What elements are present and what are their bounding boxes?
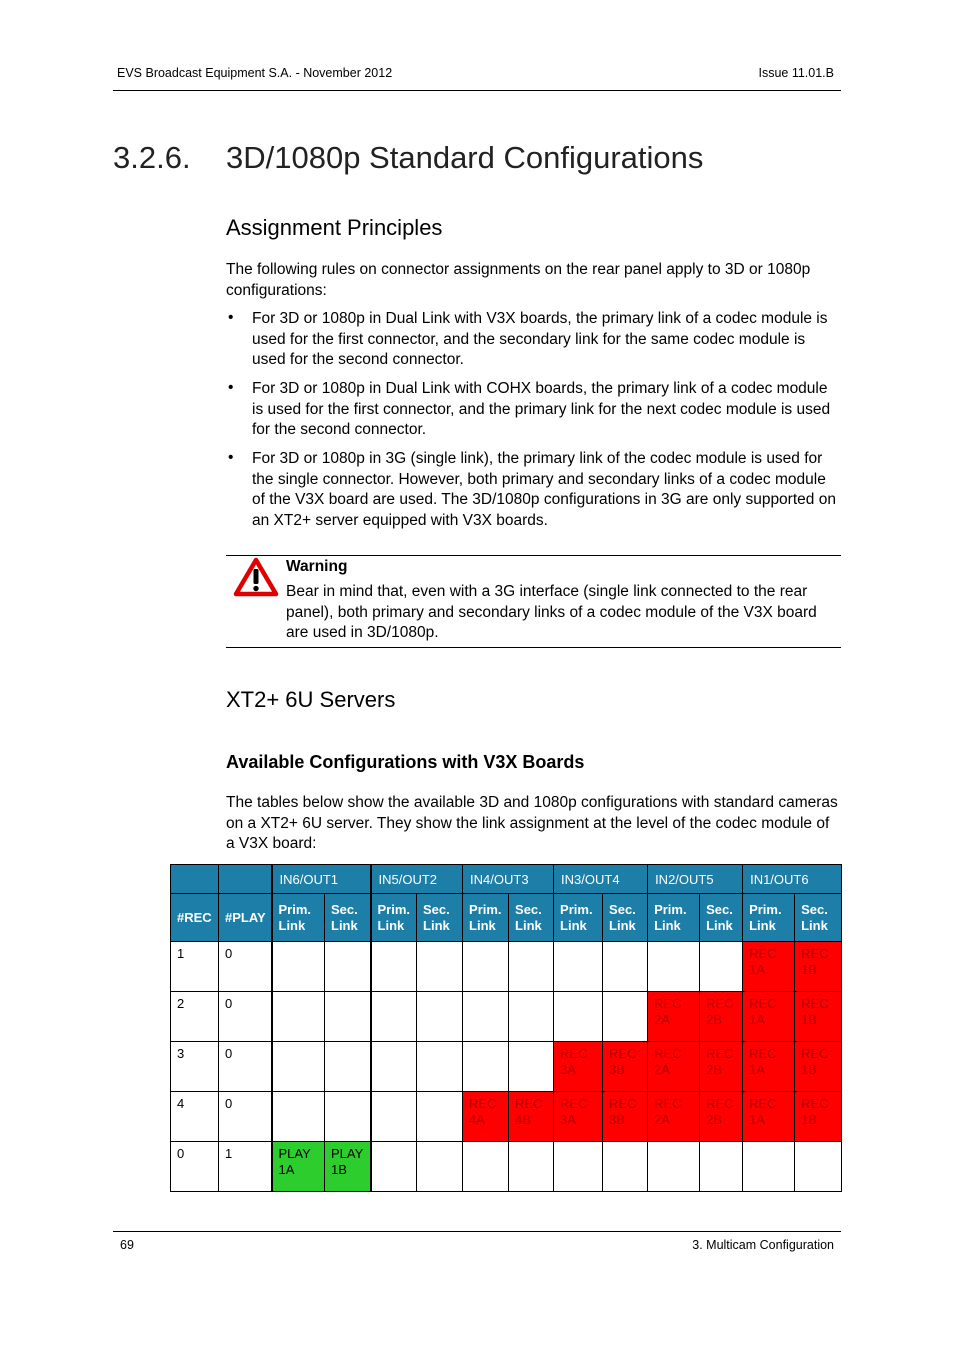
- play-count-cell: 0: [219, 992, 272, 1042]
- section-title: 3D/1080p Standard Configurations: [226, 140, 704, 175]
- empty-link-cell: [554, 942, 603, 992]
- footer-chapter: 3. Multicam Configuration: [692, 1238, 834, 1252]
- empty-link-cell: [417, 992, 463, 1042]
- group-header: IN3/OUT4: [554, 865, 648, 894]
- group-header: IN5/OUT2: [371, 865, 463, 894]
- empty-link-cell: [554, 992, 603, 1042]
- play-count-cell: 0: [219, 942, 272, 992]
- prim-link-header: Prim. Link: [743, 894, 795, 942]
- rec-count-cell: 3: [171, 1042, 219, 1092]
- play-link-cell: PLAY 1B: [325, 1142, 371, 1192]
- rec-link-cell: REC 2A: [648, 1042, 700, 1092]
- assignment-heading: Assignment Principles: [226, 215, 443, 240]
- empty-link-cell: [272, 1092, 325, 1142]
- play-count-header: #PLAY: [219, 894, 272, 942]
- warning-body: Bear in mind that, even with a 3G interface (single link connected to the rear panel), both primary and secondary links of a codec module of the V3X board are used in 3D/1080p.: [286, 583, 817, 641]
- rec-link-cell: REC 1B: [795, 1092, 842, 1142]
- rec-link-cell: REC 2A: [648, 992, 700, 1042]
- empty-link-cell: [325, 1092, 371, 1142]
- warning-top-rule: [226, 555, 841, 556]
- prim-link-header: Prim. Link: [463, 894, 509, 942]
- rec-count-cell: 1: [171, 942, 219, 992]
- group-header: IN6/OUT1: [272, 865, 371, 894]
- prim-link-header: Prim. Link: [648, 894, 700, 942]
- prim-link-header: Prim. Link: [371, 894, 417, 942]
- empty-link-cell: [272, 942, 325, 992]
- empty-link-cell: [272, 1042, 325, 1092]
- section-number: 3.2.6.: [113, 140, 191, 175]
- table-link-header-row: [171, 894, 842, 942]
- sec-link-header: Sec. Link: [795, 894, 842, 942]
- rec-link-cell: REC 2B: [700, 1042, 743, 1092]
- table-row: [171, 1142, 842, 1192]
- empty-link-cell: [417, 1142, 463, 1192]
- empty-link-cell: [417, 1092, 463, 1142]
- bullet-marker: •: [228, 309, 234, 326]
- servers-heading: XT2+ 6U Servers: [226, 687, 396, 712]
- table-row: [171, 1042, 842, 1092]
- rec-link-cell: REC 4A: [463, 1092, 509, 1142]
- assignment-intro: The following rules on connector assignments on the rear panel apply to 3D or 1080p configurations:: [226, 261, 811, 299]
- empty-link-cell: [272, 992, 325, 1042]
- configurations-subheading: Available Configurations with V3X Boards: [226, 752, 585, 772]
- rec-link-cell: REC 1A: [743, 942, 795, 992]
- footer-divider: [113, 1231, 841, 1232]
- warning-bottom-rule: [226, 647, 841, 648]
- rec-link-cell: REC 2A: [648, 1092, 700, 1142]
- empty-link-cell: [509, 992, 554, 1042]
- rec-link-cell: REC 1B: [795, 1042, 842, 1092]
- warning-title: Warning: [286, 558, 348, 575]
- empty-link-cell: [603, 1142, 648, 1192]
- group-header: IN4/OUT3: [463, 865, 554, 894]
- table-group-header-row: [171, 865, 842, 894]
- empty-link-cell: [648, 942, 700, 992]
- prim-link-header: Prim. Link: [554, 894, 603, 942]
- sec-link-header: Sec. Link: [509, 894, 554, 942]
- bullet-3g-single-link: For 3D or 1080p in 3G (single link), the primary link of the codec module is used for the single connector. However, both primary and secondary links of a codec module of the V3X board are used. The 3D/1080p configurations in 3G are only supported on an XT2+ server equipped with V3X boards.: [252, 450, 836, 529]
- bullet-cohx-dual-link: For 3D or 1080p in Dual Link with COHX boards, the primary link of a codec module is used for the first connector, and the primary link for the next codec module is used for the second connector.: [252, 380, 831, 438]
- header-cell-empty: [171, 865, 219, 894]
- rec-link-cell: REC 2B: [700, 992, 743, 1042]
- configurations-intro: The tables below show the available 3D and 1080p configurations with standard cameras on a XT2+ 6U server. They show the link assignment at the level of the codec module of a V3X board:: [226, 794, 838, 852]
- empty-link-cell: [371, 1092, 417, 1142]
- empty-link-cell: [417, 1042, 463, 1092]
- empty-link-cell: [371, 992, 417, 1042]
- empty-link-cell: [371, 942, 417, 992]
- table-row: [171, 942, 842, 992]
- warning-triangle-icon: [233, 557, 279, 597]
- rec-link-cell: REC 3A: [554, 1092, 603, 1142]
- empty-link-cell: [463, 942, 509, 992]
- rec-link-cell: REC 1A: [743, 1042, 795, 1092]
- rec-link-cell: REC 2B: [700, 1092, 743, 1142]
- page-number: 69: [120, 1238, 134, 1252]
- empty-link-cell: [417, 942, 463, 992]
- rec-link-cell: REC 3B: [603, 1042, 648, 1092]
- sec-link-header: Sec. Link: [417, 894, 463, 942]
- table-body: [171, 942, 842, 1192]
- rec-link-cell: REC 1B: [795, 942, 842, 992]
- rec-link-cell: REC 3A: [554, 1042, 603, 1092]
- table-row: [171, 992, 842, 1042]
- v3x-configuration-table: [170, 864, 842, 1192]
- empty-link-cell: [371, 1142, 417, 1192]
- bullet-marker: •: [228, 379, 234, 396]
- empty-link-cell: [603, 942, 648, 992]
- empty-link-cell: [509, 942, 554, 992]
- empty-link-cell: [648, 1142, 700, 1192]
- empty-link-cell: [603, 992, 648, 1042]
- rec-link-cell: REC 4B: [509, 1092, 554, 1142]
- play-count-cell: 1: [219, 1142, 272, 1192]
- play-count-cell: 0: [219, 1092, 272, 1142]
- empty-link-cell: [700, 942, 743, 992]
- empty-link-cell: [463, 992, 509, 1042]
- rec-count-header: #REC: [171, 894, 219, 942]
- empty-link-cell: [743, 1142, 795, 1192]
- running-header-left: EVS Broadcast Equipment S.A. - November 2012: [117, 66, 393, 80]
- running-header-issue: Issue 11.01.B: [758, 66, 834, 80]
- sec-link-header: Sec. Link: [700, 894, 743, 942]
- sec-link-header: Sec. Link: [325, 894, 371, 942]
- bullet-v3x-dual-link: For 3D or 1080p in Dual Link with V3X boards, the primary link of a codec module is used for the first connector, and the secondary link for the same codec module is used for the second connector.: [252, 310, 828, 368]
- prim-link-header: Prim. Link: [272, 894, 325, 942]
- empty-link-cell: [509, 1142, 554, 1192]
- empty-link-cell: [325, 942, 371, 992]
- header-divider: [113, 90, 841, 91]
- rec-count-cell: 4: [171, 1092, 219, 1142]
- empty-link-cell: [463, 1042, 509, 1092]
- empty-link-cell: [554, 1142, 603, 1192]
- group-header: IN2/OUT5: [648, 865, 743, 894]
- header-cell-empty: [219, 865, 272, 894]
- rec-link-cell: REC 1A: [743, 992, 795, 1042]
- rec-count-cell: 2: [171, 992, 219, 1042]
- empty-link-cell: [371, 1042, 417, 1092]
- empty-link-cell: [509, 1042, 554, 1092]
- bullet-marker: •: [228, 449, 234, 466]
- empty-link-cell: [325, 1042, 371, 1092]
- play-count-cell: 0: [219, 1042, 272, 1092]
- rec-link-cell: REC 1A: [743, 1092, 795, 1142]
- group-header: IN1/OUT6: [743, 865, 842, 894]
- rec-link-cell: REC 3B: [603, 1092, 648, 1142]
- rec-link-cell: REC 1B: [795, 992, 842, 1042]
- empty-link-cell: [325, 992, 371, 1042]
- play-link-cell: PLAY 1A: [272, 1142, 325, 1192]
- empty-link-cell: [463, 1142, 509, 1192]
- table-row: [171, 1092, 842, 1142]
- rec-count-cell: 0: [171, 1142, 219, 1192]
- empty-link-cell: [700, 1142, 743, 1192]
- empty-link-cell: [795, 1142, 842, 1192]
- sec-link-header: Sec. Link: [603, 894, 648, 942]
